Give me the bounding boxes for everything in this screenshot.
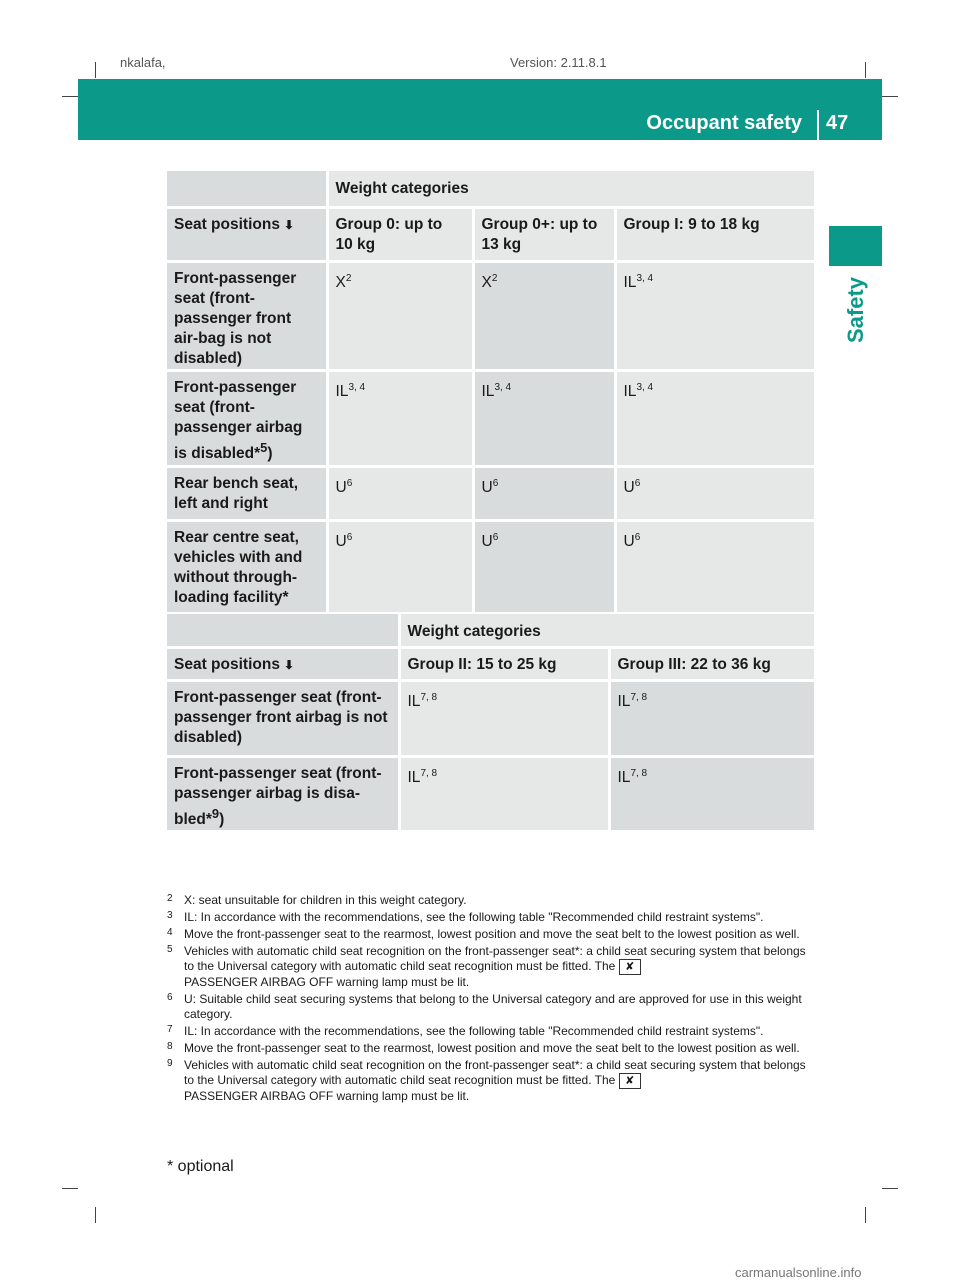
cell-value: $U^6$ (327, 520, 473, 612)
row-label: Rear centre seat, vehicles with and without through-loading facility* (167, 520, 327, 612)
row-label: Rear bench seat, left and right (167, 466, 327, 520)
footnote: 8 Move the front-passenger seat to the rearmost, lowest position and move the seat belt to the lowest position as well. (167, 1041, 800, 1055)
row-label: Front-passenger seat (front-passenger front airbag is not disabled) (167, 680, 399, 756)
section-title: Occupant safety (646, 112, 802, 134)
header-separator (817, 110, 819, 140)
down-arrow-icon: ⬇ (283, 657, 294, 672)
cell-value: $X^2$ (327, 261, 473, 370)
cell-value: $U^6$ (473, 466, 615, 520)
table-title: Weight categories (327, 171, 814, 207)
side-tab (829, 226, 882, 266)
print-meta-right: Version: 2.11.8.1 (510, 55, 607, 70)
page-number: 47 (826, 112, 849, 134)
print-meta-left: nkalafa, (120, 55, 166, 70)
cell-value: $U^6$ (615, 466, 814, 520)
column-header: Group 0: up to 10 kg (327, 207, 473, 261)
watermark: carmanualsonline.info (735, 1265, 862, 1280)
crop-mark (95, 62, 96, 78)
footnote: 3 IL: In accordance with the recommendations, see the following table "Recommended child restraint systems". (167, 910, 764, 924)
table-corner (167, 614, 399, 647)
cell-value: IL$^{7, 8}$ (399, 680, 609, 756)
cell-value: $U^6$ (473, 520, 615, 612)
footnote: 5 Vehicles with automatic child seat recognition on the front-passenger seat*: a child seat securing system that belongs to the Universal category with automatic child seat recognition must be fitted. The ✘ PASSENGER AIRBAG OFF warning lamp must be lit. (167, 944, 806, 989)
crop-mark (62, 96, 78, 97)
weight-categories-table-1 (167, 171, 814, 612)
cell-value: IL$^{7, 8}$ (399, 756, 609, 830)
crop-mark (62, 1188, 78, 1189)
cell-value: IL$^{7, 8}$ (609, 756, 814, 830)
cell-value: IL$^{3, 4}$ (327, 370, 473, 466)
airbag-off-icon: ✘ (619, 1073, 641, 1089)
column-header: Group II: 15 to 25 kg (399, 647, 609, 680)
crop-mark (95, 1207, 96, 1223)
row-label: Front-passenger seat (front-passenger front air-bag is not disabled) (167, 261, 327, 370)
column-header: Group I: 9 to 18 kg (615, 207, 814, 261)
seat-positions-header: Seat positions ⬇ (167, 207, 327, 261)
cell-value: $U^6$ (327, 466, 473, 520)
footnote: 2 X: seat unsuitable for children in this weight category. (167, 893, 467, 907)
weight-categories-table-2 (167, 614, 814, 830)
crop-mark (865, 1207, 866, 1223)
footnote: 4 Move the front-passenger seat to the rearmost, lowest position and move the seat belt to the lowest position as well. (167, 927, 800, 941)
crop-mark (865, 62, 866, 78)
airbag-off-icon: ✘ (619, 959, 641, 975)
crop-mark (882, 96, 898, 97)
row-label: Front-passenger seat (front-passenger airbag is disa-bled*$^9$) (167, 756, 399, 830)
down-arrow-icon: ⬇ (283, 217, 294, 232)
cell-value: IL$^{3, 4}$ (615, 261, 814, 370)
footnote: 7 IL: In accordance with the recommendations, see the following table "Recommended child restraint systems". (167, 1024, 764, 1038)
cell-value: IL$^{3, 4}$ (473, 370, 615, 466)
crop-mark (882, 1188, 898, 1189)
column-header: Group 0+: up to 13 kg (473, 207, 615, 261)
cell-value: IL$^{3, 4}$ (615, 370, 814, 466)
cell-value: $X^2$ (473, 261, 615, 370)
side-tab-label: Safety (843, 276, 868, 344)
footnote: 6 U: Suitable child seat securing systems that belong to the Universal category and are approved for use in this weight category. (167, 992, 802, 1021)
table-corner (167, 171, 327, 207)
column-header: Group III: 22 to 36 kg (609, 647, 814, 680)
cell-value: IL$^{7, 8}$ (609, 680, 814, 756)
optional-note: * optional (167, 1158, 234, 1175)
cell-value: $U^6$ (615, 520, 814, 612)
seat-positions-header: Seat positions ⬇ (167, 647, 399, 680)
row-label: Front-passenger seat (front-passenger airbag is disabled*$^5$) (167, 370, 327, 466)
footnotes (167, 893, 817, 1106)
footnote: 9 Vehicles with automatic child seat recognition on the front-passenger seat*: a child seat securing system that belongs to the Universal category with automatic child seat recognition must be fitted. The ✘ PASSENGER AIRBAG OFF warning lamp must be lit. (167, 1058, 806, 1103)
table-title: Weight categories (399, 614, 814, 647)
